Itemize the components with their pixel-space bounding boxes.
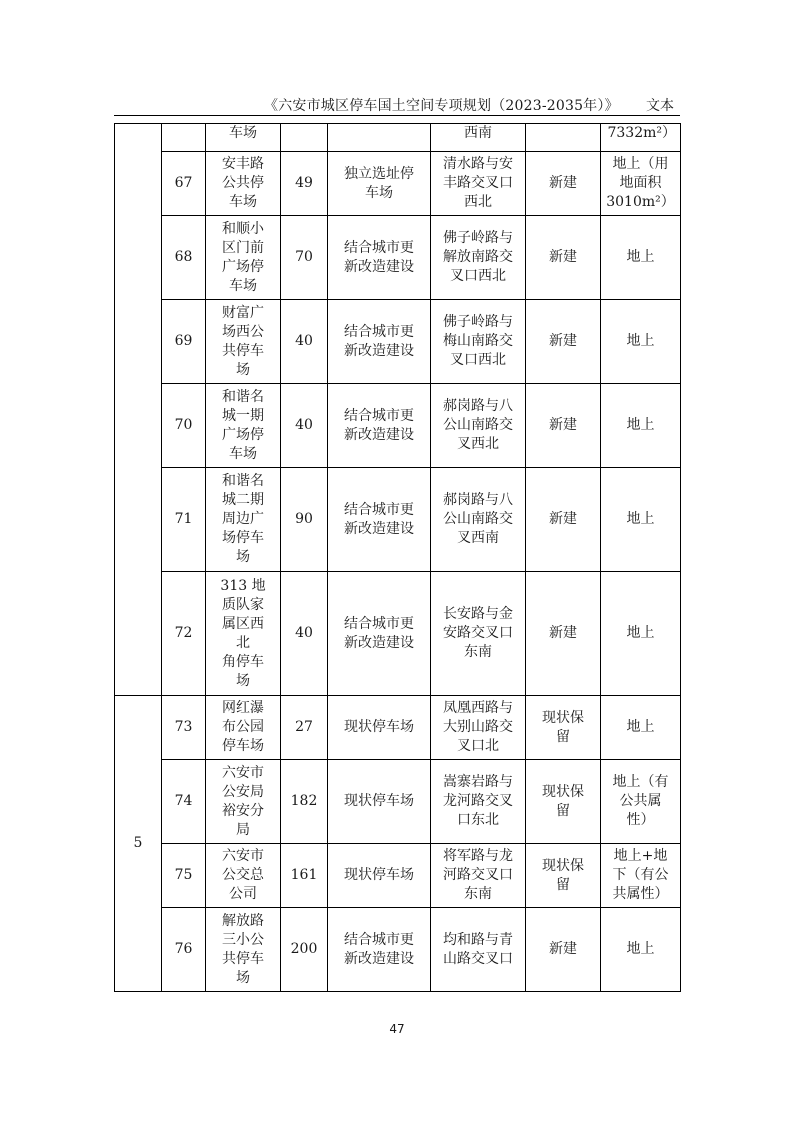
note-cell: 地上（用 地面积 3010m²） xyxy=(601,152,681,216)
location-cell: 佛子岭路与 解放南路交 叉口西北 xyxy=(431,216,526,300)
no-cell: 67 xyxy=(162,152,206,216)
note-cell: 地上 xyxy=(601,908,681,992)
method-cell: 结合城市更 新改造建设 xyxy=(328,384,431,468)
name-cell: 和顺小 区门前 广场停 车场 xyxy=(206,216,281,300)
note-cell: 地上+地 下（有公 共属性） xyxy=(601,844,681,908)
type-cell: 新建 xyxy=(526,468,601,572)
table-row xyxy=(115,844,681,908)
no-cell: 70 xyxy=(162,384,206,468)
name-cell: 网红瀑 布公园 停车场 xyxy=(206,696,281,760)
method-cell: 结合城市更 新改造建设 xyxy=(328,216,431,300)
berths-cell: 49 xyxy=(281,152,328,216)
method-cell: 结合城市更 新改造建设 xyxy=(328,300,431,384)
type-cell: 新建 xyxy=(526,152,601,216)
table-row xyxy=(115,152,681,216)
name-cell: 313 地 质队家 属区西 北 角停车 场 xyxy=(206,572,281,696)
method-cell: 结合城市更 新改造建设 xyxy=(328,572,431,696)
group-id-cell xyxy=(115,124,162,696)
header-tag: 文本 xyxy=(646,98,674,114)
location-cell: 郝岗路与八 公山南路交 叉西北 xyxy=(431,384,526,468)
parking-table xyxy=(114,123,681,992)
type-cell: 现状保 留 xyxy=(526,696,601,760)
berths-cell: 182 xyxy=(281,760,328,844)
berths-cell: 40 xyxy=(281,572,328,696)
berths-cell: 200 xyxy=(281,908,328,992)
name-cell: 和谐名 城二期 周边广 场停车 场 xyxy=(206,468,281,572)
name-cell: 财富广 场西公 共停车 场 xyxy=(206,300,281,384)
no-cell: 71 xyxy=(162,468,206,572)
berths-cell xyxy=(281,124,328,152)
type-cell: 现状保 留 xyxy=(526,760,601,844)
no-cell: 76 xyxy=(162,908,206,992)
type-cell: 新建 xyxy=(526,300,601,384)
table-row xyxy=(115,908,681,992)
continued-row xyxy=(115,124,681,152)
location-cell: 嵩寨岩路与 龙河路交叉 口东北 xyxy=(431,760,526,844)
location-cell: 长安路与金 安路交叉口 东南 xyxy=(431,572,526,696)
type-cell: 新建 xyxy=(526,908,601,992)
no-cell: 74 xyxy=(162,760,206,844)
table-row xyxy=(115,384,681,468)
berths-cell: 27 xyxy=(281,696,328,760)
type-cell: 新建 xyxy=(526,384,601,468)
method-cell: 现状停车场 xyxy=(328,760,431,844)
type-cell: 新建 xyxy=(526,572,601,696)
table-row xyxy=(115,760,681,844)
location-cell: 清水路与安 丰路交叉口 西北 xyxy=(431,152,526,216)
note-cell: 地上 xyxy=(601,300,681,384)
location-cell: 凤凰西路与 大别山路交 叉口北 xyxy=(431,696,526,760)
table-row xyxy=(115,468,681,572)
method-cell: 结合城市更 新改造建设 xyxy=(328,468,431,572)
method-cell: 现状停车场 xyxy=(328,696,431,760)
no-cell xyxy=(162,124,206,152)
method-cell: 独立选址停 车场 xyxy=(328,152,431,216)
name-cell: 六安市 公交总 公司 xyxy=(206,844,281,908)
name-cell: 六安市 公安局 裕安分 局 xyxy=(206,760,281,844)
name-cell: 安丰路 公共停 车场 xyxy=(206,152,281,216)
table-row xyxy=(115,572,681,696)
location-cell: 将军路与龙 河路交叉口 东南 xyxy=(431,844,526,908)
no-cell: 73 xyxy=(162,696,206,760)
location-cell: 均和路与青 山路交叉口 xyxy=(431,908,526,992)
berths-cell: 70 xyxy=(281,216,328,300)
note-cell: 地上 xyxy=(601,384,681,468)
name-cell: 和谐名 城一期 广场停 车场 xyxy=(206,384,281,468)
berths-cell: 161 xyxy=(281,844,328,908)
table-row xyxy=(115,300,681,384)
berths-cell: 40 xyxy=(281,300,328,384)
note-cell: 地上（有 公共属 性） xyxy=(601,760,681,844)
location-cell: 佛子岭路与 梅山南路交 叉口西北 xyxy=(431,300,526,384)
note-cell: 地上 xyxy=(601,216,681,300)
name-cell: 解放路 三小公 共停车 场 xyxy=(206,908,281,992)
note-cell: 地上 xyxy=(601,696,681,760)
method-cell: 结合城市更 新改造建设 xyxy=(328,908,431,992)
method-cell xyxy=(328,124,431,152)
no-cell: 75 xyxy=(162,844,206,908)
type-cell: 新建 xyxy=(526,216,601,300)
type-cell xyxy=(526,124,601,152)
document-title: 《六安市城区停车国土空间专项规划（2023-2035年）》 xyxy=(264,98,619,114)
location-cell: 西南 xyxy=(431,124,526,152)
name-cell: 车场 xyxy=(206,124,281,152)
page-number: 47 xyxy=(389,1022,405,1036)
note-cell: 7332m²） xyxy=(601,124,681,152)
method-cell: 现状停车场 xyxy=(328,844,431,908)
note-cell: 地上 xyxy=(601,468,681,572)
table-row xyxy=(115,696,681,760)
berths-cell: 40 xyxy=(281,384,328,468)
no-cell: 68 xyxy=(162,216,206,300)
berths-cell: 90 xyxy=(281,468,328,572)
no-cell: 72 xyxy=(162,572,206,696)
group-id-cell: 5 xyxy=(115,696,162,992)
table-row xyxy=(115,216,681,300)
type-cell: 现状保 留 xyxy=(526,844,601,908)
location-cell: 郝岗路与八 公山南路交 叉西南 xyxy=(431,468,526,572)
page-header xyxy=(114,93,680,116)
note-cell: 地上 xyxy=(601,572,681,696)
no-cell: 69 xyxy=(162,300,206,384)
